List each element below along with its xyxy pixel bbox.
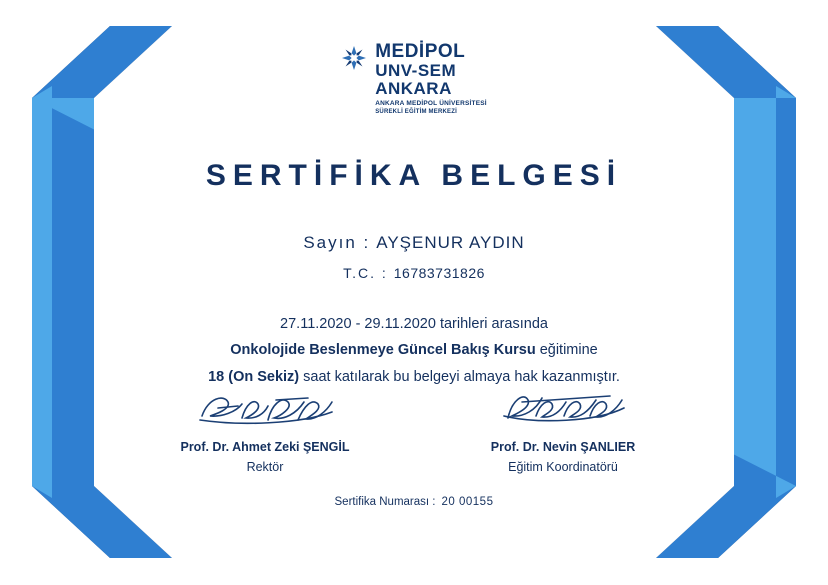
certificate-title: SERTİFİKA BELGESİ [205, 158, 623, 192]
signer-name-right: Prof. Dr. Nevin ŞANLIER [490, 440, 636, 454]
medipol-logo-icon [341, 45, 367, 76]
logo-fineprint-1: ANKARA MEDİPOL ÜNİVERSİTESİ [375, 100, 487, 107]
logo-title: MEDİPOL [375, 41, 466, 62]
certificate-number-row [94, 496, 734, 508]
logo-line-3: ANKARA [375, 79, 452, 98]
signature-nevin-sanlier [438, 386, 688, 432]
recipient-row [94, 233, 734, 253]
signature-ahmet-zeki-sengil [140, 386, 390, 432]
tc-row [94, 265, 734, 281]
certificate-number-value: 20 00155 [441, 496, 494, 508]
tc-label: T.C. : [343, 264, 388, 281]
signer-role-left: Rektör [246, 460, 284, 474]
signature-block-right [438, 386, 688, 474]
course-line [94, 337, 734, 364]
certificate-content [94, 26, 734, 558]
hours-value: 18 (On Sekiz) [208, 369, 300, 386]
hours-rest: saat katılarak bu belgeyi almaya hak kazanmıştır. [303, 369, 620, 386]
course-suffix: eğitimine [539, 342, 598, 359]
course-name: Onkolojide Beslenmeye Güncel Bakış Kursu [230, 342, 536, 359]
institution-logo [94, 42, 734, 115]
logo-fineprint-2: SÜREKLİ EĞİTİM MERKEZİ [375, 108, 457, 115]
recipient-label: Sayın : [303, 232, 371, 252]
certificate-number-label: Sertifika Numarası : [334, 496, 436, 508]
signer-name-left: Prof. Dr. Ahmet Zeki ŞENGİL [180, 440, 350, 454]
signature-area [94, 386, 734, 474]
signer-role-right: Eğitim Koordinatörü [508, 460, 618, 474]
certificate-body [94, 311, 734, 391]
signature-block-left [140, 386, 390, 474]
recipient-name: AYŞENUR AYDIN [376, 232, 525, 252]
tc-number: 16783731826 [393, 264, 485, 281]
dates-line: 27.11.2020 - 29.11.2020 tarihleri arasında [280, 315, 548, 332]
logo-line-2: UNV-SEM [375, 61, 457, 80]
